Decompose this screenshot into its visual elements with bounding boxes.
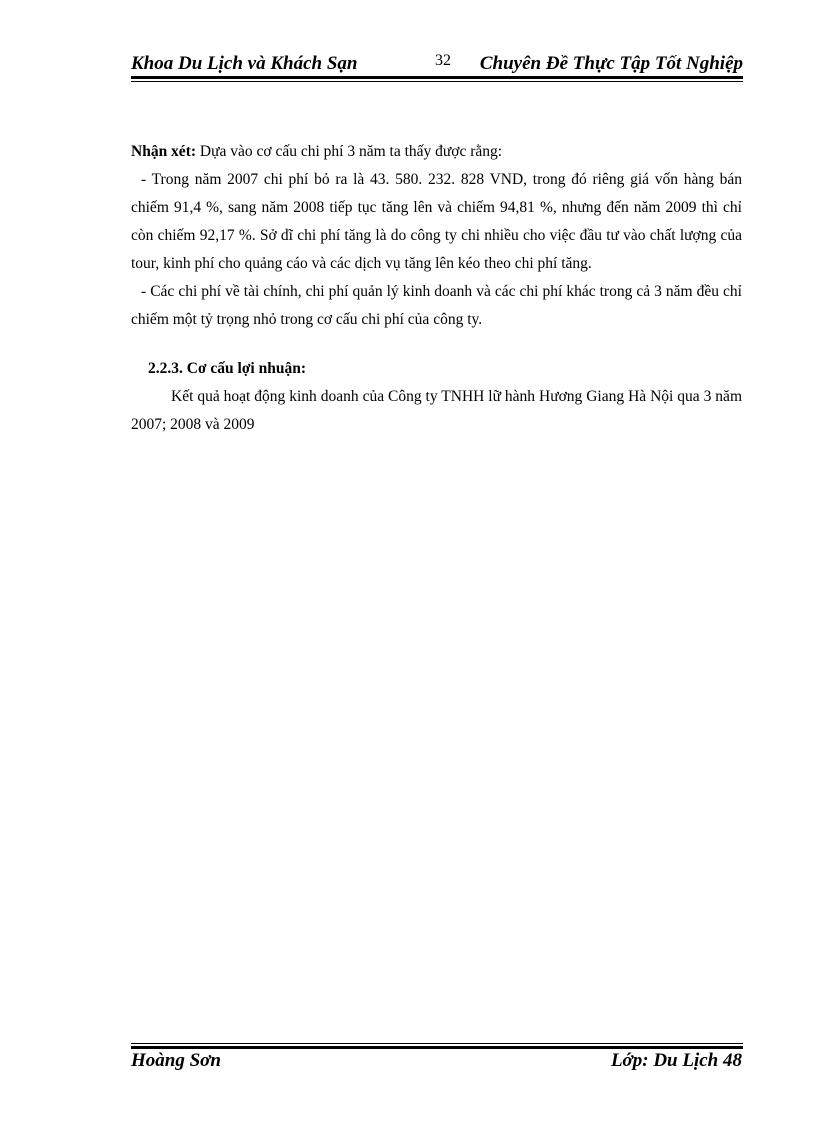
bullet-paragraph-1: - Trong năm 2007 chi phí bỏ ra là 43. 580. 232. 828 VND, trong đó riêng giá vốn hàng bán chiếm 91,4 %, sang năm 2008 tiếp tục tăng lên và chiếm 94,81 %, nhưng đến năm 2009 thì chỉ còn chiếm 92,17 %. Sở dĩ chi phí tăng là do công ty chi nhiều cho việc đầu tư vào chất lượng của tour, kinh phí cho quảng cáo và các dịch vụ tăng lên kéo theo chi phí tăng. [131,171,742,272]
header-report-title: Chuyên Đề Thực Tập Tốt Nghiệp [479,53,743,74]
footer-rule-thick [131,1046,743,1049]
section-paragraph: Kết quả hoạt động kinh doanh của Công ty TNHH lữ hành Hương Giang Hà Nội qua 3 năm 2007; 2008 và 2009 [131,388,742,433]
header-faculty: Khoa Du Lịch và Khách Sạn [131,53,358,74]
footer-class: Lớp: Du Lịch 48 [610,1050,742,1071]
page-number: 32 [435,52,451,69]
remark-paragraph [131,138,742,166]
page-content [131,138,742,439]
remark-label: Nhận xét: [131,143,197,160]
header-rule-thick [131,76,743,79]
section-heading: 2.2.3. Cơ cấu lợi nhuận: [148,360,306,377]
footer-rule-thin [131,1043,743,1044]
bullet-paragraph-2: - Các chi phí về tài chính, chi phí quản lý kinh doanh và các chi phí khác trong cả 3 năm đều chỉ chiếm một tỷ trọng nhỏ trong cơ cấu chi phí của công ty. [131,283,742,328]
remark-text: Dựa vào cơ cấu chi phí 3 năm ta thấy được rằng: [196,143,503,160]
footer-author: Hoàng Sơn [131,1050,221,1071]
header-rule-thin [131,81,743,82]
